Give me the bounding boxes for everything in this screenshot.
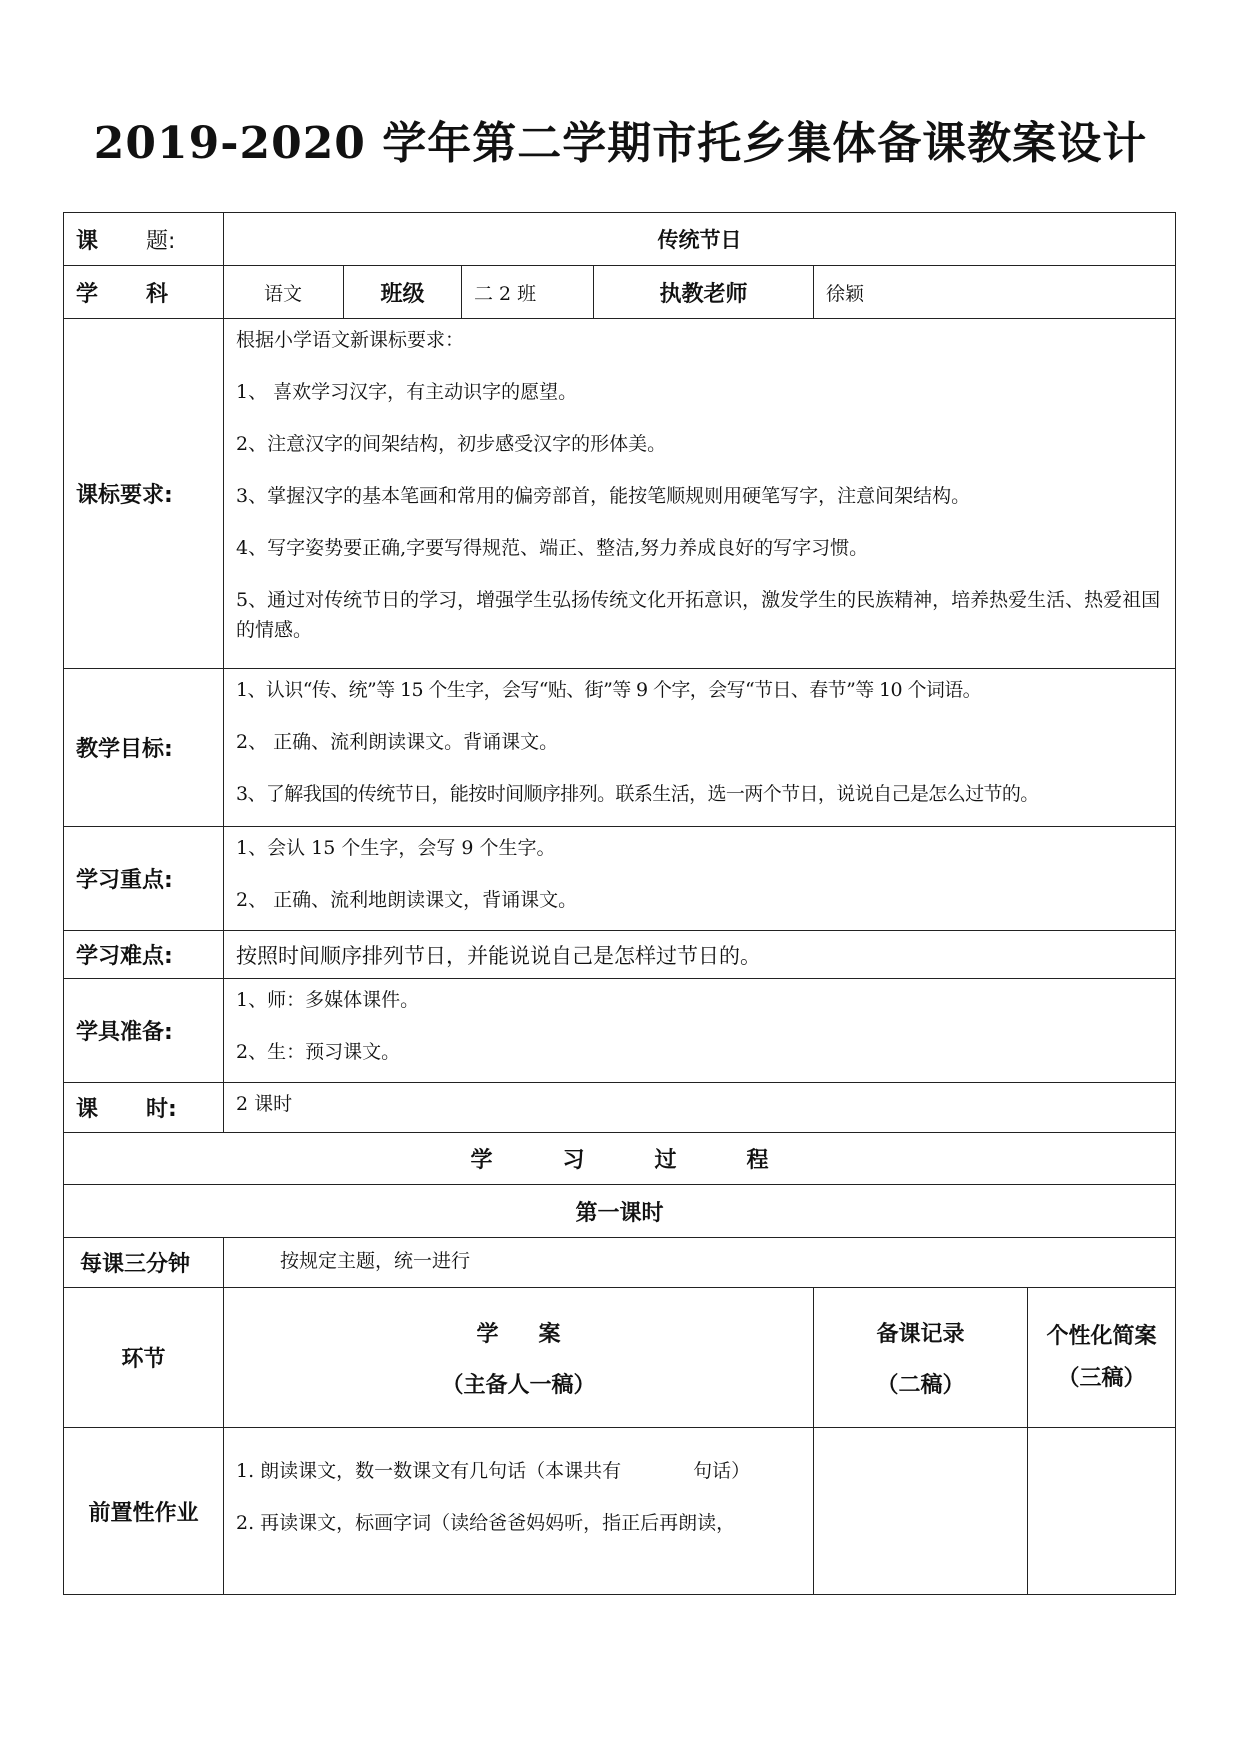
lesson-plan-table — [63, 212, 1176, 1595]
objectives-row — [64, 669, 1176, 827]
topic-value: 传统节日 — [224, 213, 1176, 266]
process-heading-char: 学 — [470, 1148, 493, 1173]
personal-header — [1028, 1288, 1176, 1428]
record-header — [814, 1288, 1028, 1428]
objectives-item: 2、 正确、流利朗读课文。背诵课文。 — [236, 731, 559, 753]
standards-item: 3、掌握汉字的基本笔画和常用的偏旁部首，能按笔顺规则用硬笔写字，注意间架结构。 — [236, 485, 971, 507]
subject-value: 语文 — [224, 266, 344, 319]
process-heading-char: 习 — [562, 1148, 585, 1173]
three-minutes-label: 每课三分钟 — [64, 1238, 224, 1288]
page-title: 2019-2020 学年第二学期市托乡集体备课教案设计 — [93, 118, 1148, 169]
process-heading-row — [64, 1133, 1176, 1185]
materials-label: 学具准备: — [64, 979, 224, 1083]
process-heading-char: 程 — [746, 1148, 769, 1173]
lesson-heading-row — [64, 1185, 1176, 1238]
materials-item: 1、师：多媒体课件。 — [236, 989, 420, 1011]
standards-label: 课标要求: — [64, 319, 224, 669]
pre-homework-label: 前置性作业 — [64, 1428, 224, 1595]
objectives-item: 1、认识“传、统”等 15 个生字，会写“贴、街”等 9 个字，会写“节日、春节”等 10 个词语。 — [236, 679, 982, 701]
materials-content — [224, 979, 1176, 1083]
pre-homework-item — [236, 1456, 803, 1486]
hours-row — [64, 1083, 1176, 1133]
lesson-heading: 第一课时 — [64, 1185, 1176, 1238]
plan-header-row — [64, 1288, 1176, 1428]
personal-header-sub: （三稿） — [1057, 1365, 1146, 1391]
pre-homework-personal — [1028, 1428, 1176, 1595]
topic-label-a: 课 — [76, 228, 99, 254]
subject-row — [64, 266, 1176, 319]
standards-content — [224, 319, 1176, 669]
subject-label — [64, 266, 224, 319]
standards-row — [64, 319, 1176, 669]
teacher-value: 徐颖 — [814, 266, 1176, 319]
record-header-title: 备课记录 — [876, 1321, 965, 1347]
plan-header — [224, 1288, 814, 1428]
difficulty-value: 按照时间顺序排列节日，并能说说自己是怎样过节日的。 — [224, 931, 1176, 979]
difficulty-row — [64, 931, 1176, 979]
three-minutes-row — [64, 1238, 1176, 1288]
topic-row — [64, 213, 1176, 266]
hours-label-a: 课 — [76, 1097, 99, 1122]
pre-homework-record — [814, 1428, 1028, 1595]
objectives-label: 教学目标: — [64, 669, 224, 827]
key-points-item: 1、会认 15 个生字，会写 9 个生字。 — [236, 837, 556, 859]
standards-item: 根据小学语文新课标要求： — [236, 329, 465, 351]
topic-label — [64, 213, 224, 266]
topic-label-b: 题: — [146, 228, 176, 254]
class-value: 二 2 班 — [462, 266, 594, 319]
key-points-label: 学习重点: — [64, 827, 224, 931]
key-points-item: 2、 正确、流利地朗读课文，背诵课文。 — [236, 889, 578, 911]
key-points-row — [64, 827, 1176, 931]
subject-label-a: 学 — [76, 281, 99, 307]
standards-item: 2、注意汉字的间架结构，初步感受汉字的形体美。 — [236, 433, 667, 455]
three-minutes-value: 按规定主题，统一进行 — [224, 1238, 1176, 1288]
class-label: 班级 — [344, 266, 462, 319]
pre-homework-line1-a: 1. 朗读课文，数一数课文有几句话（本课共有 — [236, 1460, 622, 1482]
plan-header-a: 学 — [476, 1321, 499, 1347]
record-header-sub: （二稿） — [876, 1372, 965, 1398]
materials-item: 2、生：预习课文。 — [236, 1041, 401, 1063]
process-heading — [64, 1133, 1176, 1185]
materials-row — [64, 979, 1176, 1083]
subject-label-b: 科 — [146, 281, 169, 307]
difficulty-label: 学习难点: — [64, 931, 224, 979]
plan-header-sub: （主备人一稿） — [441, 1372, 596, 1398]
teacher-label: 执教老师 — [594, 266, 814, 319]
objectives-item: 3、了解我国的传统节日，能按时间顺序排列。联系生活，选一两个节日，说说自己是怎么过节的。 — [236, 783, 1039, 805]
process-heading-char: 过 — [654, 1148, 677, 1173]
pre-homework-content — [224, 1428, 814, 1595]
standards-item: 5、通过对传统节日的学习，增强学生弘扬传统文化开拓意识，激发学生的民族精神，培养热爱生活、热爱祖国的情感。 — [236, 589, 1161, 641]
standards-item: 4、写字姿势要正确,字要写得规范、端正、整洁,努力养成良好的写字习惯。 — [236, 537, 869, 559]
pre-homework-item: 2. 再读课文，标画字词（读给爸爸妈妈听，指正后再朗读， — [236, 1512, 736, 1534]
personal-header-title: 个性化简案 — [1046, 1323, 1157, 1349]
hours-value: 2 课时 — [224, 1083, 1176, 1133]
key-points-content — [224, 827, 1176, 931]
stage-header: 环节 — [64, 1288, 224, 1428]
pre-homework-row — [64, 1428, 1176, 1595]
plan-header-b: 案 — [538, 1321, 561, 1347]
hours-label — [64, 1083, 224, 1133]
objectives-content — [224, 669, 1176, 827]
hours-label-b: 时: — [146, 1097, 177, 1122]
standards-item: 1、 喜欢学习汉字，有主动识字的愿望。 — [236, 381, 578, 403]
pre-homework-line1-b: 句话） — [693, 1460, 751, 1482]
